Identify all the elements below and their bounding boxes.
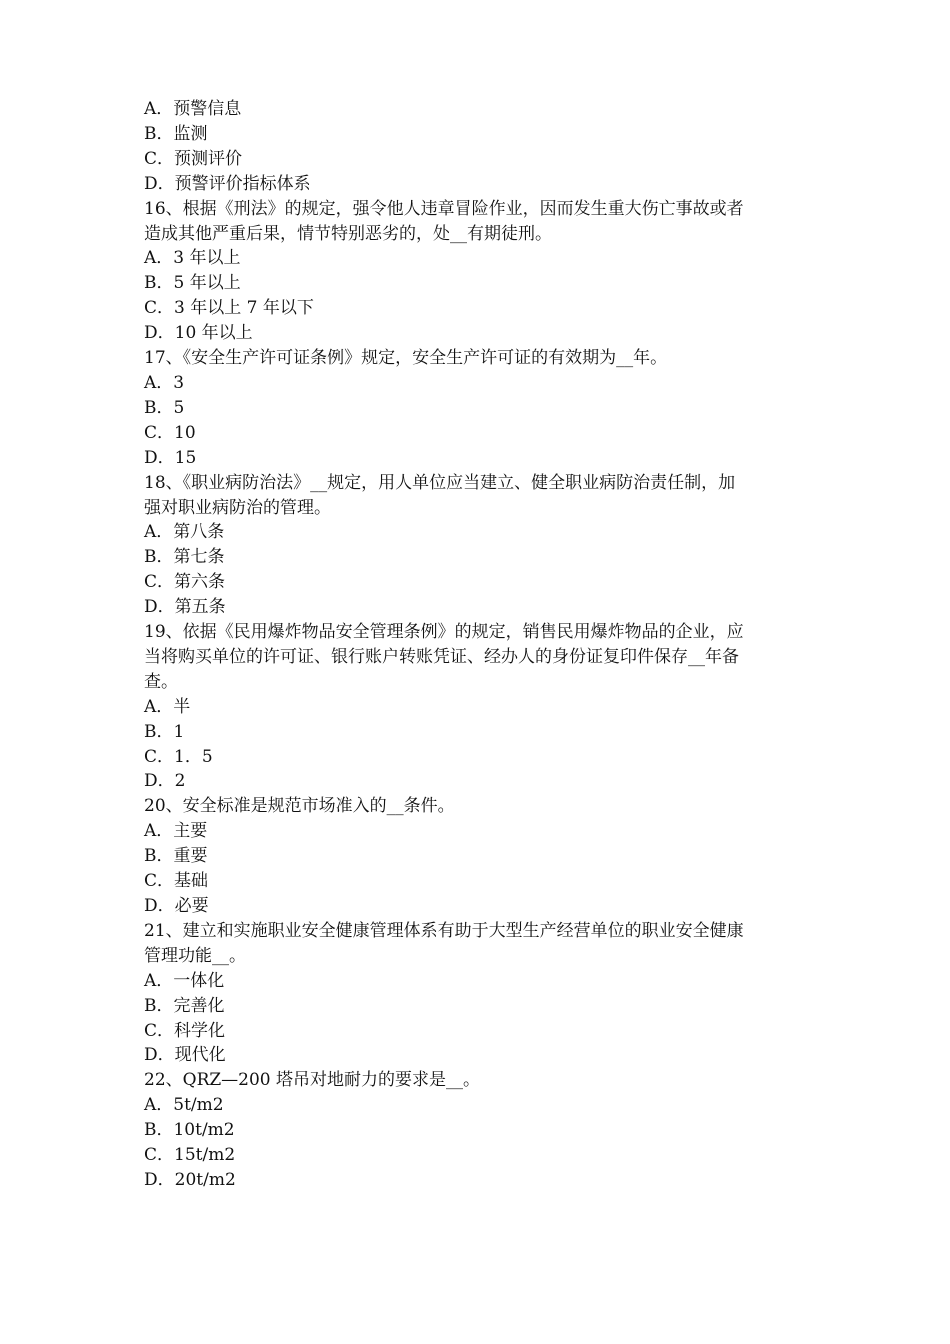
option-b-q21: B．完善化 xyxy=(144,995,225,1016)
option-b-q19: B．1 xyxy=(144,721,185,742)
document-page xyxy=(144,97,824,1193)
option-a-q16: A．3 年以上 xyxy=(144,248,241,269)
option-c-q18: C．第六条 xyxy=(144,572,226,593)
option-b-q16: B．5 年以上 xyxy=(144,273,241,294)
option-b-q15: B．监测 xyxy=(144,123,208,144)
question-19-line-3: 查。 xyxy=(144,671,178,692)
option-b-q17: B．5 xyxy=(144,397,185,418)
question-16-line-2: 造成其他严重后果，情节特别恶劣的，处__有期徒刑。 xyxy=(144,223,552,244)
option-b-q22: B．10t/m2 xyxy=(144,1120,235,1141)
option-b-q20: B．重要 xyxy=(144,846,208,867)
option-c-q15: C．预测评价 xyxy=(144,148,243,169)
option-a-q17: A．3 xyxy=(144,372,185,393)
option-a-q15: A．预警信息 xyxy=(144,99,242,119)
option-a-q21: A．一体化 xyxy=(144,970,225,991)
option-d-q21: D．现代化 xyxy=(144,1045,226,1066)
option-a-q19: A．半 xyxy=(144,696,191,717)
question-18-line-2: 强对职业病防治的管理。 xyxy=(144,497,331,518)
question-18-line-1: 18、《职业病防治法》__规定，用人单位应当建立、健全职业病防治责任制，加 xyxy=(144,472,736,493)
option-b-q18: B．第七条 xyxy=(144,547,225,568)
option-c-q22: C．15t/m2 xyxy=(144,1145,236,1166)
option-a-q20: A．主要 xyxy=(144,821,208,842)
option-d-q22: D．20t/m2 xyxy=(144,1169,236,1190)
question-17: 17、《安全生产许可证条例》规定，安全生产许可证的有效期为__年。 xyxy=(144,348,668,369)
question-16-line-1: 16、根据《刑法》的规定，强令他人违章冒险作业，因而发生重大伤亡事故或者 xyxy=(144,198,744,219)
option-a-q18: A．第八条 xyxy=(144,522,225,543)
option-d-q19: D．2 xyxy=(144,771,186,792)
question-20: 20、安全标准是规范市场准入的__条件。 xyxy=(144,796,455,817)
option-a-q22: A．5t/m2 xyxy=(144,1095,224,1116)
option-c-q21: C．科学化 xyxy=(144,1020,226,1041)
option-d-q20: D．必要 xyxy=(144,896,209,916)
option-c-q19: C．1．5 xyxy=(144,746,213,767)
question-21-line-1: 21、建立和实施职业安全健康管理体系有助于大型生产经营单位的职业安全健康 xyxy=(144,920,744,941)
option-d-q16: D．10 年以上 xyxy=(144,323,253,344)
question-22: 22、QRZ—200 塔吊对地耐力的要求是__。 xyxy=(144,1070,481,1091)
option-c-q16: C．3 年以上 7 年以下 xyxy=(144,298,314,319)
option-c-q20: C．基础 xyxy=(144,871,209,892)
option-d-q18: D．第五条 xyxy=(144,597,226,618)
question-19-line-2: 当将购买单位的许可证、银行账户转账凭证、经办人的身份证复印件保存__年备 xyxy=(144,646,739,667)
option-d-q15: D．预警评价指标体系 xyxy=(144,173,311,194)
option-d-q17: D．15 xyxy=(144,447,197,468)
option-c-q17: C．10 xyxy=(144,422,196,443)
question-19-line-1: 19、依据《民用爆炸物品安全管理条例》的规定，销售民用爆炸物品的企业，应 xyxy=(144,622,744,643)
question-21-line-2: 管理功能__。 xyxy=(144,945,246,966)
